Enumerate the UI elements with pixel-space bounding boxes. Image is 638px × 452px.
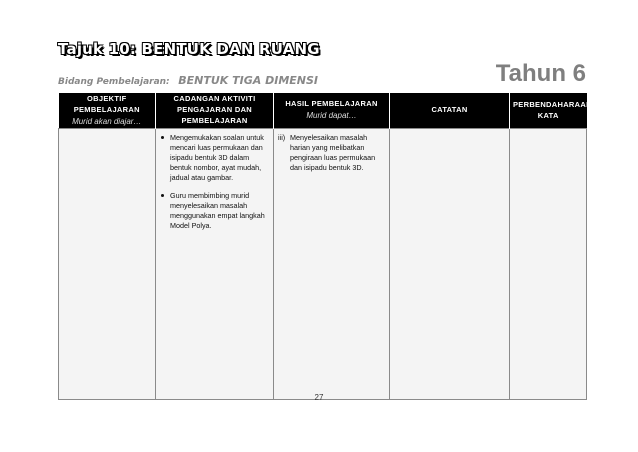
cell-vocabulary [510,129,587,400]
header-activities-line2: PENGAJARAN DAN [176,105,253,115]
header-outcomes [274,93,390,129]
outcome-text: Menyelesaikan masalah harian yang melibatkan pengiraan luas permukaan dan isipadu bentuk 3D. [290,133,376,173]
outcome-item [278,133,385,173]
cell-notes [390,129,510,400]
cell-objectives [59,129,156,400]
header-vocabulary-line1: PERBENDAHARAAN [513,99,592,109]
header-objectives-line1: OBJEKTIF [87,94,127,103]
header-activities-line1: CADANGAN AKTIVITI [173,94,256,104]
learning-area-label: Bidang Pembelajaran: [58,77,170,87]
header-vocabulary [510,93,592,129]
header-vocabulary-line2: KATA [537,110,559,120]
syllabus-table [58,93,592,400]
cell-activities [156,129,274,400]
table-header-row [59,93,587,129]
learning-area-value: BENTUK TIGA DIMENSI [178,74,319,87]
header-outcomes-sub: Murid dapat… [306,111,357,121]
activity-list [160,133,269,230]
list-item: Mengemukakan soalan untuk mencari luas permukaan dan isipadu bentuk 3D dalam bentuk nombor, ayat mudah, jadual atau gambar. [160,133,269,183]
header-objectives [59,93,156,129]
list-item: Guru membimbing murid menyelesaikan masalah menggunakan empat langkah Model Polya. [160,191,269,231]
header-activities-line3: PEMBELAJARAN [181,116,248,126]
learning-area [58,71,318,87]
page-title: Tajuk 10: BENTUK DAN RUANG [58,40,320,58]
header-objectives-sub: Murid akan diajar… [72,116,142,126]
header-activities [156,93,274,129]
outcome-number: iii) [278,133,286,143]
header-objectives-line2: PEMBELAJARAN [73,104,140,114]
header-notes [390,93,510,129]
page-number: 27 [314,393,324,402]
year-label: Tahun 6 [495,60,586,87]
table-row [59,129,587,400]
header-notes-line1: CATATAN [431,105,468,115]
header-outcomes-line1: HASIL PEMBELAJARAN [285,99,378,109]
cell-outcomes [274,129,390,400]
